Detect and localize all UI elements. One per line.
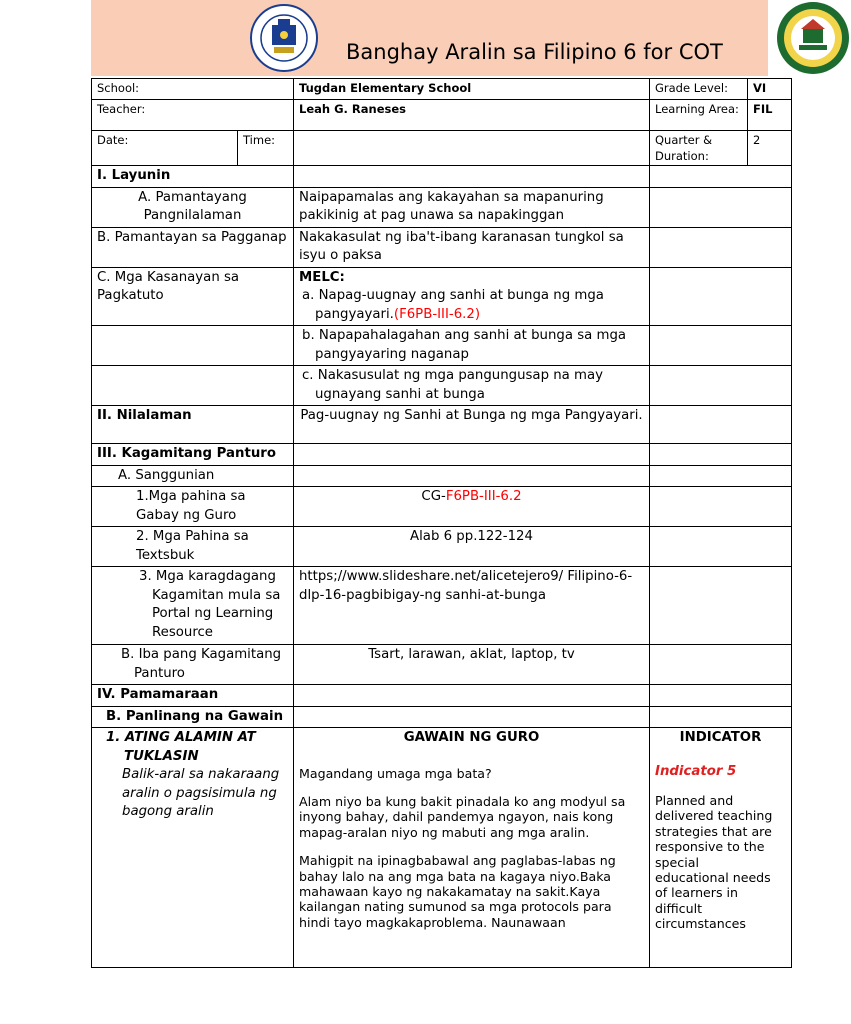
page-title: Banghay Aralin sa Filipino 6 for COT	[346, 40, 723, 64]
panlinang-heading: B. Panlinang na Gawain	[92, 706, 294, 728]
iba-pang-kagamitan-value: Tsart, larawan, aklat, laptop, tv	[294, 645, 650, 685]
deped-seal-logo	[248, 3, 320, 73]
melc-heading: MELC:	[299, 269, 345, 285]
sanggunian-row	[92, 465, 792, 487]
indicator-name: Indicator 5	[655, 763, 737, 779]
indicator-heading: INDICATOR	[679, 730, 762, 745]
learning-area-label: Learning Area:	[650, 100, 748, 131]
teacher-label: Teacher:	[92, 100, 294, 131]
alamin-tuklasin-cell	[92, 728, 294, 968]
teacher-row	[92, 100, 792, 131]
melc-a-code: (F6PB-III-6.2)	[393, 306, 481, 322]
quarter-label: Quarter & Duration:	[650, 131, 748, 166]
pamantayang-pangnilalaman-label: A. Pamantayang Pangnilalaman	[92, 187, 294, 227]
melc-c: c. Nakasusulat ng mga pangungusap na may ugnayang sanhi at bunga	[302, 368, 604, 402]
guro-paragraph-1: Magandang umaga mga bata?	[299, 765, 492, 781]
melc-b-cell	[294, 326, 650, 366]
kagamitan-heading: III. Kagamitang Panturo	[92, 444, 294, 466]
portal-link[interactable]: https;//www.slideshare.net/alicetejero9/ Filipino-6-dlp-16-pagbibigay-ng sanhi-at-bunga	[294, 567, 650, 645]
date-time-value	[294, 131, 650, 166]
kasanayan-label: C. Mga Kasanayan sa Pagkatuto	[92, 267, 294, 326]
grade-value: VI	[748, 79, 792, 100]
textsbuk-value: Alab 6 pp.122-124	[294, 527, 650, 567]
sanggunian-label: A. Sanggunian	[92, 465, 294, 487]
teacher-value: Leah G. Raneses	[294, 100, 650, 131]
pamamaraan-heading: IV. Pamamaraan	[92, 685, 294, 707]
indicator-description: Planned and delivered teaching strategies that are responsive to the special educational needs of learners in difficult circumstances	[655, 793, 773, 932]
melc-cell	[294, 267, 650, 326]
melc-c-cell	[294, 366, 650, 406]
panlinang-row	[92, 706, 792, 728]
melc-b: b. Napapahalagahan ang sanhi at bunga sa mga pangyayaring naganap	[302, 328, 627, 362]
pamantayang-pangnilalaman-row	[92, 187, 792, 227]
grade-label: Grade Level:	[650, 79, 748, 100]
melc-b-row	[92, 326, 792, 366]
pamantayan-pagganap-row	[92, 227, 792, 267]
nilalaman-row	[92, 406, 792, 444]
karagdagang-label: 3. Mga karagdagang Kagamitan mula sa Portal ng Learning Resource	[92, 567, 294, 645]
time-label: Time:	[238, 131, 294, 166]
school-value: Tugdan Elementary School	[294, 79, 650, 100]
school-label: School:	[92, 79, 294, 100]
nilalaman-heading: II. Nilalaman	[92, 406, 294, 444]
karagdagang-row	[92, 567, 792, 645]
gabay-guro-label: 1.Mga pahina sa Gabay ng Guro	[92, 487, 294, 527]
pamamaraan-heading-row	[92, 685, 792, 707]
gabay-guro-row	[92, 487, 792, 527]
lesson-plan-table	[91, 78, 792, 968]
pamantayan-pagganap-label: B. Pamantayan sa Pagganap	[92, 227, 294, 267]
alamin-tuklasin-row	[92, 728, 792, 968]
learning-area-value: FIL	[748, 100, 792, 131]
school-seal-logo	[775, 1, 851, 75]
textsbuk-label: 2. Mga Pahina sa Textsbuk	[92, 527, 294, 567]
nilalaman-value: Pag-uugnay ng Sanhi at Bunga ng mga Pangyayari.	[294, 406, 650, 444]
guro-paragraph-2: Alam niyo ba kung bakit pinadala ko ang modyul sa inyong bahay, dahil pandemya ngayon, nais kong mapag-aralan niyo ng mabuti ang mga aralin.	[299, 793, 626, 840]
melc-c-row	[92, 366, 792, 406]
gabay-guro-code: F6PB-III-6.2	[445, 489, 522, 504]
indicator-cell	[650, 728, 792, 968]
header-banner	[91, 0, 768, 76]
pamantayang-pangnilalaman-value: Naipapamalas ang kakayahan sa mapanuring pakikinig at pag unawa sa napakinggan	[294, 187, 650, 227]
gabay-guro-value: CG-F6PB-III-6.2	[294, 487, 650, 527]
step-description: Balik-aral sa nakaraang aralin o pagsisimula ng bagong aralin	[122, 767, 280, 819]
gawain-guro-heading: GAWAIN NG GURO	[403, 730, 540, 745]
melc-a: a. Napag-uugnay ang sanhi at bunga ng mga pangyayari.(F6PB-III-6.2)	[302, 288, 604, 322]
layunin-heading: I. Layunin	[92, 166, 294, 188]
textsbuk-row	[92, 527, 792, 567]
step-title: 1. ATING ALAMIN AT TUKLASIN	[106, 730, 256, 764]
guro-paragraph-3: Mahigpit na ipinagbabawal ang paglabas-labas ng bahay lalo na ang mga bata na kagaya niyo.Baka mahawaan kayo ng nakakamatay na sakit.Kaya kailangan nating sumunod sa mga protocols para hindi tayo magkakaproblema. Naunawaan	[299, 853, 616, 930]
kasanayan-row	[92, 267, 792, 326]
pamantayan-pagganap-value: Nakakasulat ng iba't-ibang karanasan tungkol sa isyu o paksa	[294, 227, 650, 267]
kagamitan-heading-row	[92, 444, 792, 466]
date-row	[92, 131, 792, 166]
gawain-guro-cell	[294, 728, 650, 968]
layunin-heading-row	[92, 166, 792, 188]
iba-pang-kagamitan-label: B. Iba pang Kagamitang Panturo	[92, 645, 294, 685]
quarter-value: 2	[748, 131, 792, 166]
date-label: Date:	[92, 131, 238, 166]
iba-pang-kagamitan-row	[92, 645, 792, 685]
school-row	[92, 79, 792, 100]
